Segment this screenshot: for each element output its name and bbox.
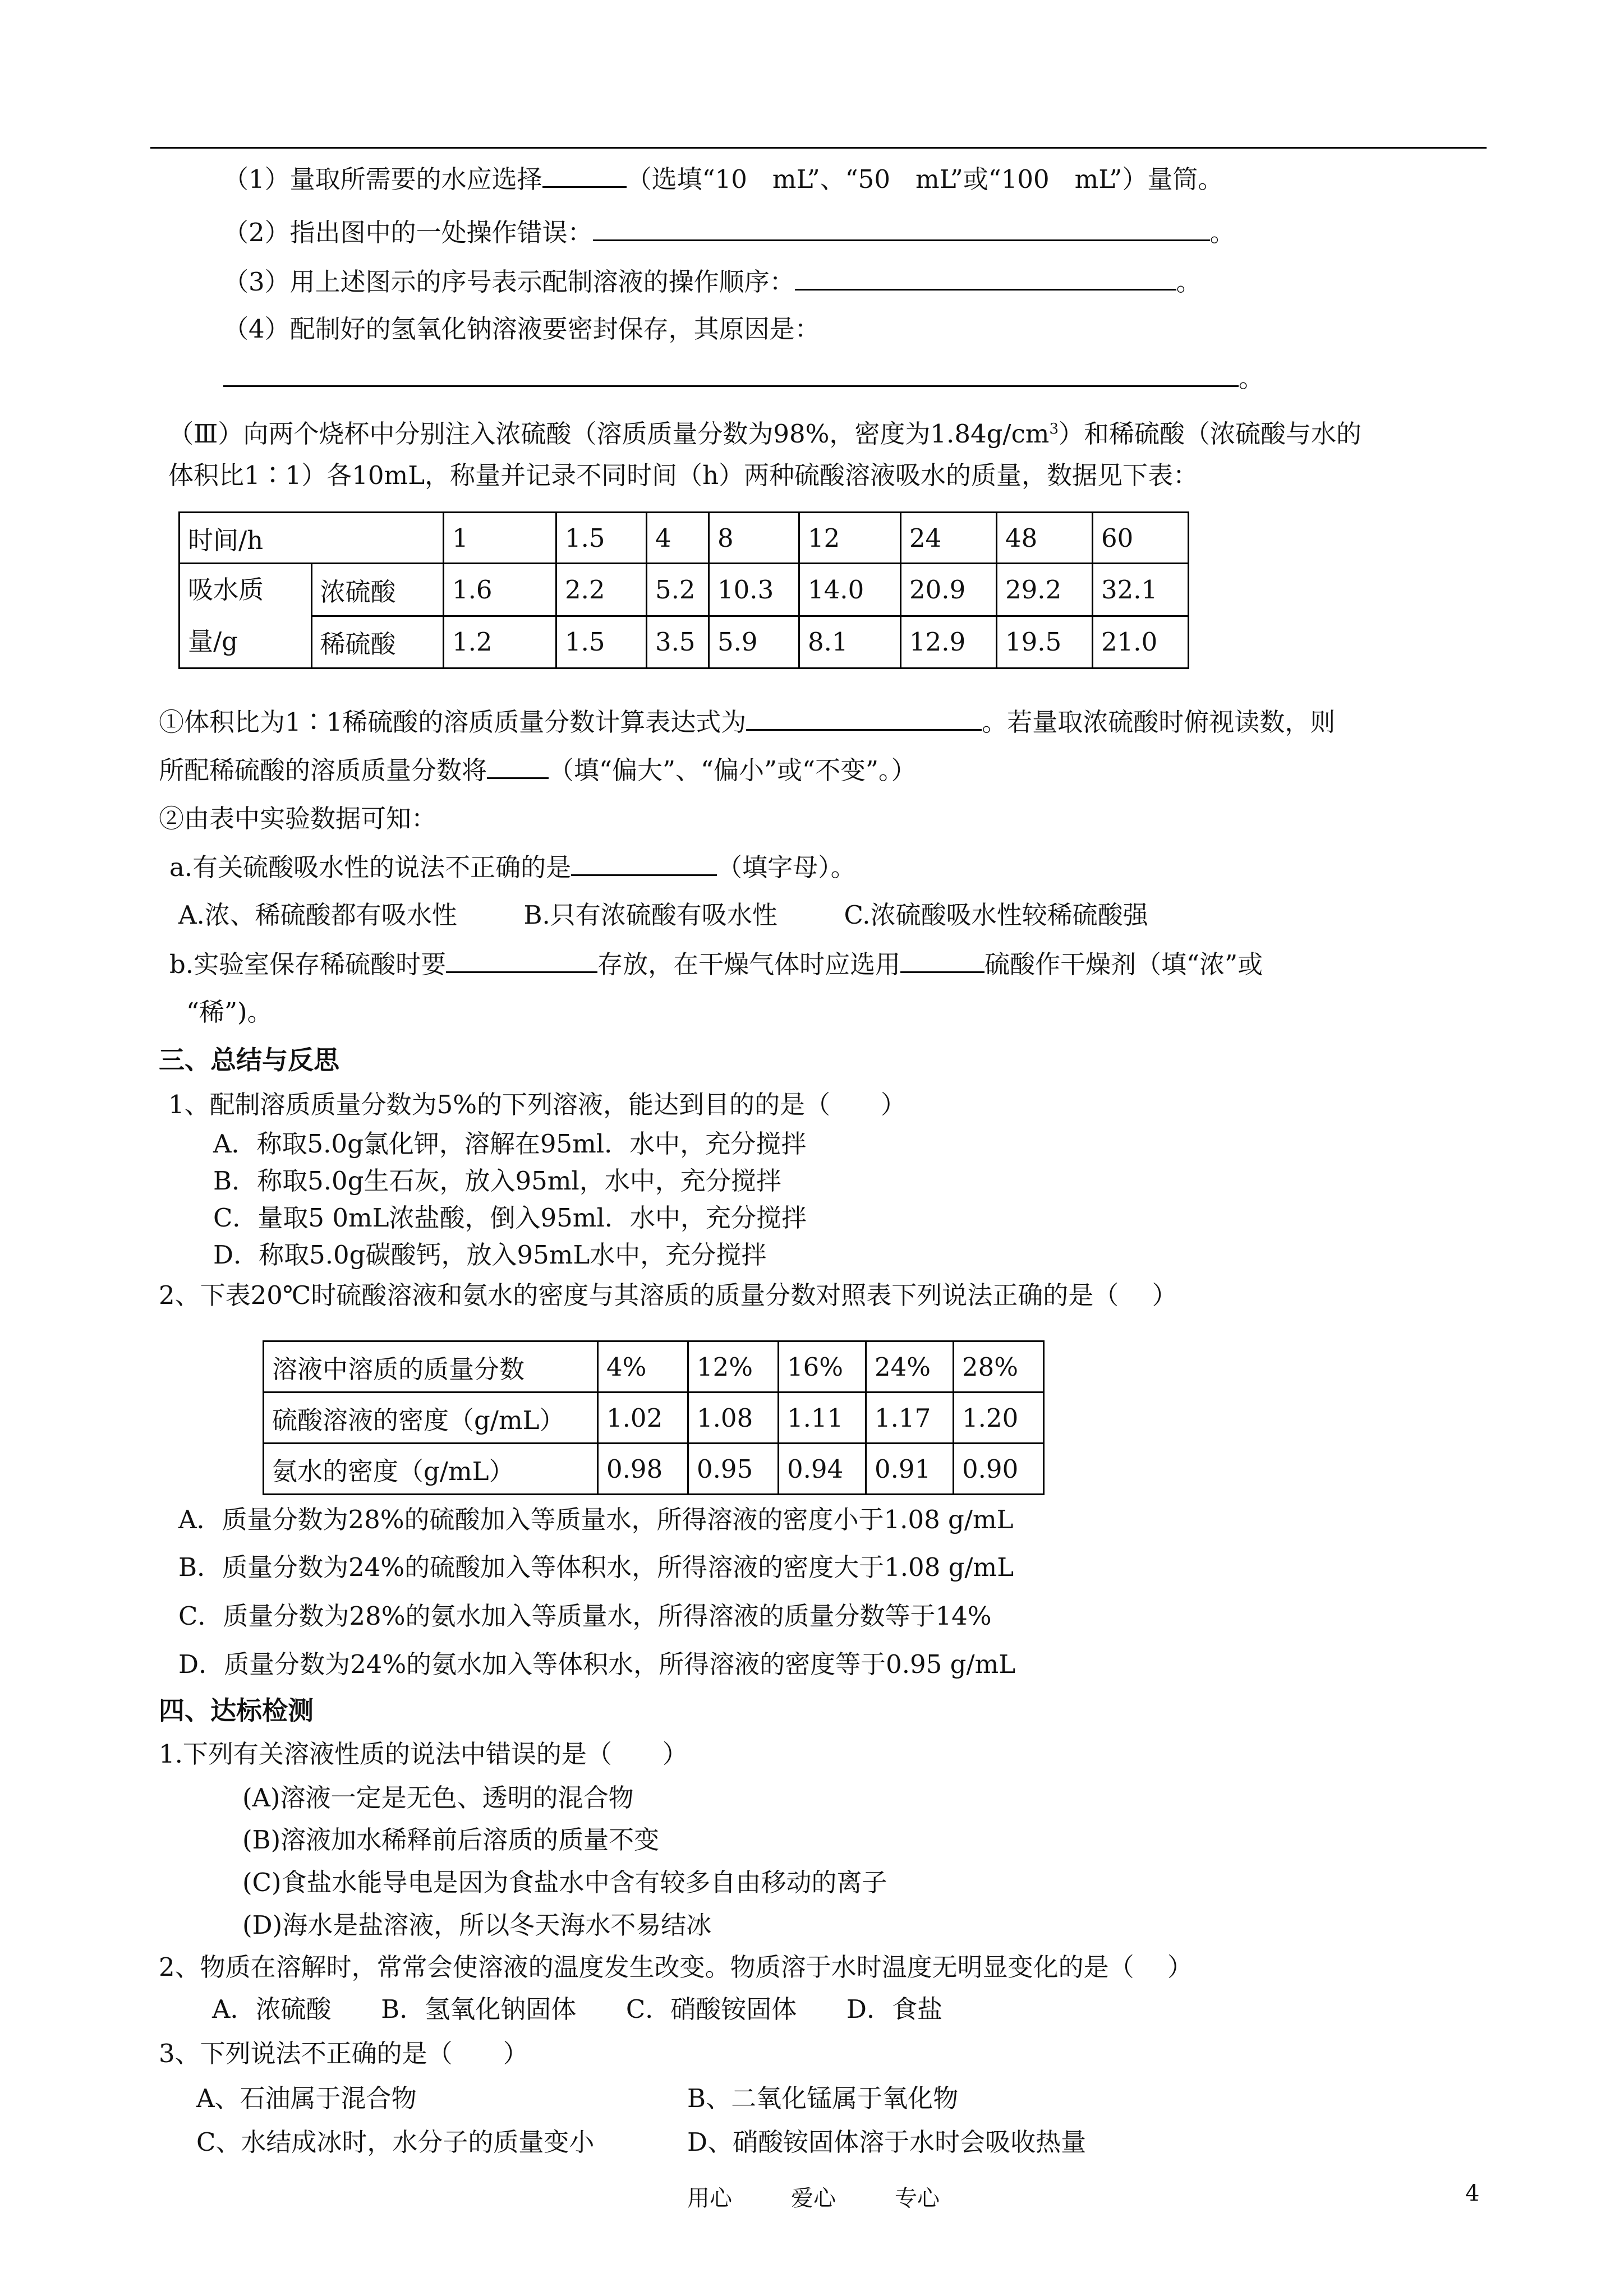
q1-text: （1）量取所需要的水应选择	[223, 164, 542, 194]
q-text: （填“偏大”、“偏小”或“不变”。）	[549, 755, 917, 785]
table-cell	[180, 564, 312, 668]
end-mark: 。	[1239, 363, 1264, 393]
q-text: 存放，在干燥气体时应选用	[597, 949, 901, 979]
table-cell: 5.9	[709, 616, 799, 668]
option: D．食盐	[846, 1994, 942, 2024]
table-cell: 12%	[688, 1341, 779, 1393]
q-text: 。若量取浓硫酸时俯视读数，则	[982, 707, 1336, 737]
table-cell: 硫酸溶液的密度（g/mL）	[264, 1393, 598, 1444]
footer-slogan: 爱心	[791, 2186, 836, 2211]
s3-q1-option: B．称取5.0g生石灰，放入95ml，水中，充分搅拌	[213, 1166, 781, 1196]
table-cell: 1.17	[866, 1393, 954, 1444]
table-cell: 8	[709, 513, 799, 564]
table-cell: 4%	[598, 1341, 688, 1393]
table-cell: 3.5	[647, 616, 709, 668]
option: A.浓、稀硫酸都有吸水性	[178, 900, 457, 930]
part-iii-qa	[169, 851, 856, 884]
table-cell: 1	[444, 513, 556, 564]
s4-q3-option: A、石油属于混合物	[196, 2083, 417, 2113]
option: B.只有浓硫酸有吸水性	[523, 900, 778, 930]
answer-blank	[446, 948, 597, 973]
s4-q3: 3、下列说法不正确的是（ ）	[159, 2039, 528, 2068]
table-row	[180, 616, 1189, 668]
s4-q2: 2、物质在溶解时，常常会使溶液的温度发生改变。物质溶于水时温度无明显变化的是（ ）	[159, 1952, 1193, 1982]
s3-q2: 2、下表20℃时硫酸溶液和氨水的密度与其溶质的质量分数对照表下列说法正确的是（ ）	[159, 1280, 1177, 1310]
table-cell: 氨水的密度（g/mL）	[264, 1444, 598, 1495]
answer-blank	[593, 216, 1210, 241]
table-cell: 1.2	[444, 616, 556, 668]
intro-text: ）和稀硫酸（浓硫酸与水的	[1059, 419, 1362, 449]
page-number: 4	[1465, 2180, 1480, 2206]
section-heading: 三、总结与反思	[159, 1045, 339, 1075]
q1-tail: （选填“10 mL”、“50 mL”或“100 mL”）量筒。	[626, 164, 1223, 194]
table-cell: 时间/h	[180, 513, 444, 564]
q-text: a.有关硫酸吸水性的说法不正确的是	[169, 852, 572, 882]
s3-q1-option: A．称取5.0g氯化钾，溶解在95ml．水中，充分搅拌	[213, 1129, 807, 1159]
s4-q1: 1.下列有关溶液性质的说法中错误的是（ ）	[159, 1739, 688, 1769]
answer-blank	[795, 265, 1176, 291]
table-cell: 0.91	[866, 1444, 954, 1495]
table-row	[180, 564, 1189, 616]
table-cell: 48	[997, 513, 1093, 564]
q2-text: （2）指出图中的一处操作错误：	[223, 218, 593, 247]
superscript: 3	[1049, 421, 1059, 437]
part-ii-q1	[223, 163, 1223, 196]
table-cell: 溶液中溶质的质量分数	[264, 1341, 598, 1393]
s3-q2-option: A．质量分数为28%的硫酸加入等质量水，所得溶液的密度小于1.08 g/mL	[178, 1505, 1014, 1534]
s3-q2-option: B．质量分数为24%的硫酸加入等体积水，所得溶液的密度大于1.08 g/mL	[178, 1552, 1014, 1582]
part-iii-intro-1	[168, 412, 1361, 451]
s3-q2-option: D．质量分数为24%的氨水加入等体积水，所得溶液的密度等于0.95 g/mL	[178, 1649, 1016, 1679]
table-cell: 5.2	[647, 564, 709, 616]
table-cell: 21.0	[1093, 616, 1189, 668]
table-row	[264, 1444, 1044, 1495]
s4-q1-option: (A)溶液一定是无色、透明的混合物	[242, 1783, 634, 1813]
table-cell: 12	[799, 513, 901, 564]
table-cell: 0.95	[688, 1444, 779, 1495]
table-cell: 24%	[866, 1341, 954, 1393]
s3-q1-option: D．称取5.0g碳酸钙，放入95mL水中，充分搅拌	[213, 1240, 767, 1270]
end-mark: 。	[1209, 218, 1235, 247]
answer-blank	[542, 163, 627, 188]
table-cell: 0.98	[598, 1444, 688, 1495]
option: C．硝酸铵固体	[625, 1994, 797, 2024]
group-label: 吸水质	[188, 575, 264, 605]
table-cell: 4	[647, 513, 709, 564]
table-cell: 1.02	[598, 1393, 688, 1444]
part-ii-q2	[223, 216, 1235, 250]
answer-blank	[571, 851, 717, 876]
s3-q1-option: C．量取5 0mL浓盐酸，倒入95ml．水中，充分搅拌	[213, 1203, 807, 1233]
table-cell: 20.9	[901, 564, 997, 616]
q-text: b.实验室保存稀硫酸时要	[169, 949, 447, 979]
group-label: 量/g	[188, 626, 238, 656]
s4-q1-option: (C)食盐水能导电是因为食盐水中含有较多自由移动的离子	[242, 1868, 887, 1897]
table-cell: 1.5	[556, 616, 647, 668]
option: A．浓硫酸	[212, 1994, 332, 2024]
part-ii-q3	[223, 265, 1202, 299]
table-cell: 10.3	[709, 564, 799, 616]
s4-q3-option: D、硝酸铵固体溶于水时会吸收热量	[687, 2127, 1087, 2157]
s4-q3-option: C、水结成冰时，水分子的质量变小	[196, 2127, 595, 2157]
answer-blank	[746, 706, 982, 731]
table-cell: 浓硫酸	[311, 564, 444, 616]
table-cell: 8.1	[799, 616, 901, 668]
q-text: 所配稀硫酸的溶质质量分数将	[159, 755, 487, 785]
s4-q2-options	[212, 1993, 942, 2026]
part-iii-q1	[159, 706, 1335, 739]
header-rule	[150, 147, 1487, 149]
table-cell: 12.9	[901, 616, 997, 668]
s4-q1-option: (D)海水是盐溶液，所以冬天海水不易结冰	[242, 1910, 712, 1940]
q3-text: （3）用上述图示的序号表示配制溶液的操作顺序：	[223, 267, 795, 297]
q-text: （填字母）。	[717, 852, 856, 882]
table-row	[180, 513, 1189, 564]
part-iii-qa-options	[178, 898, 1148, 932]
table-cell: 1.20	[954, 1393, 1044, 1444]
part-ii-q4	[223, 312, 820, 346]
density-table	[263, 1340, 1045, 1495]
end-mark: 。	[1176, 267, 1202, 297]
table-cell: 1.11	[779, 1393, 866, 1444]
table-cell: 0.94	[779, 1444, 866, 1495]
table-cell: 29.2	[997, 564, 1093, 616]
part-iii-intro-2: 体积比1∶1）各10mL，称量并记录不同时间（h）两种硫酸溶液吸水的质量，数据见下表：	[168, 460, 1199, 490]
part-iii-qb-cont: “稀”)。	[186, 997, 273, 1027]
q-text: 硫酸作干燥剂（填“浓”或	[984, 949, 1263, 979]
part-ii-q4-answer	[223, 362, 1264, 395]
table-cell: 2.2	[556, 564, 647, 616]
table-cell: 1.08	[688, 1393, 779, 1444]
table-row	[264, 1341, 1044, 1393]
section-heading: 四、达标检测	[159, 1695, 314, 1726]
table-cell: 28%	[954, 1341, 1044, 1393]
answer-blank	[900, 948, 984, 973]
table-cell: 1.5	[556, 513, 647, 564]
part-iii-qb	[169, 948, 1263, 981]
absorption-table	[178, 511, 1189, 669]
table-cell: 14.0	[799, 564, 901, 616]
table-cell: 16%	[779, 1341, 866, 1393]
intro-text: （Ⅲ）向两个烧杯中分别注入浓硫酸（溶质质量分数为98%，密度为1.84g/cm	[168, 419, 1050, 449]
answer-blank	[487, 754, 549, 779]
part-iii-q1-cont	[159, 754, 917, 787]
table-cell: 1.6	[444, 564, 556, 616]
part-iii-q2: ②由表中实验数据可知：	[159, 804, 437, 833]
s3-q2-option: C．质量分数为28%的氨水加入等质量水，所得溶液的质量分数等于14%	[178, 1601, 992, 1631]
table-row	[264, 1393, 1044, 1444]
footer-slogan: 专心	[895, 2186, 940, 2211]
option: B．氢氧化钠固体	[381, 1994, 577, 2024]
q4-text: （4）配制好的氢氧化钠溶液要密封保存，其原因是：	[223, 314, 820, 344]
table-cell: 32.1	[1093, 564, 1189, 616]
q-text: ①体积比为1∶1稀硫酸的溶质质量分数计算表达式为	[159, 707, 747, 737]
table-cell: 19.5	[997, 616, 1093, 668]
s3-q1: 1、配制溶质质量分数为5%的下列溶液，能达到目的的是（ ）	[168, 1090, 907, 1119]
s4-q3-option: B、二氧化锰属于氧化物	[687, 2083, 959, 2113]
table-cell: 60	[1093, 513, 1189, 564]
table-cell: 0.90	[954, 1444, 1044, 1495]
table-cell: 稀硫酸	[311, 616, 444, 668]
s4-q1-option: (B)溶液加水稀释前后溶质的质量不变	[242, 1825, 660, 1855]
option: C.浓硫酸吸水性较稀硫酸强	[844, 900, 1148, 930]
table-cell: 24	[901, 513, 997, 564]
answer-blank	[223, 362, 1239, 387]
footer-slogan: 用心	[687, 2186, 732, 2211]
